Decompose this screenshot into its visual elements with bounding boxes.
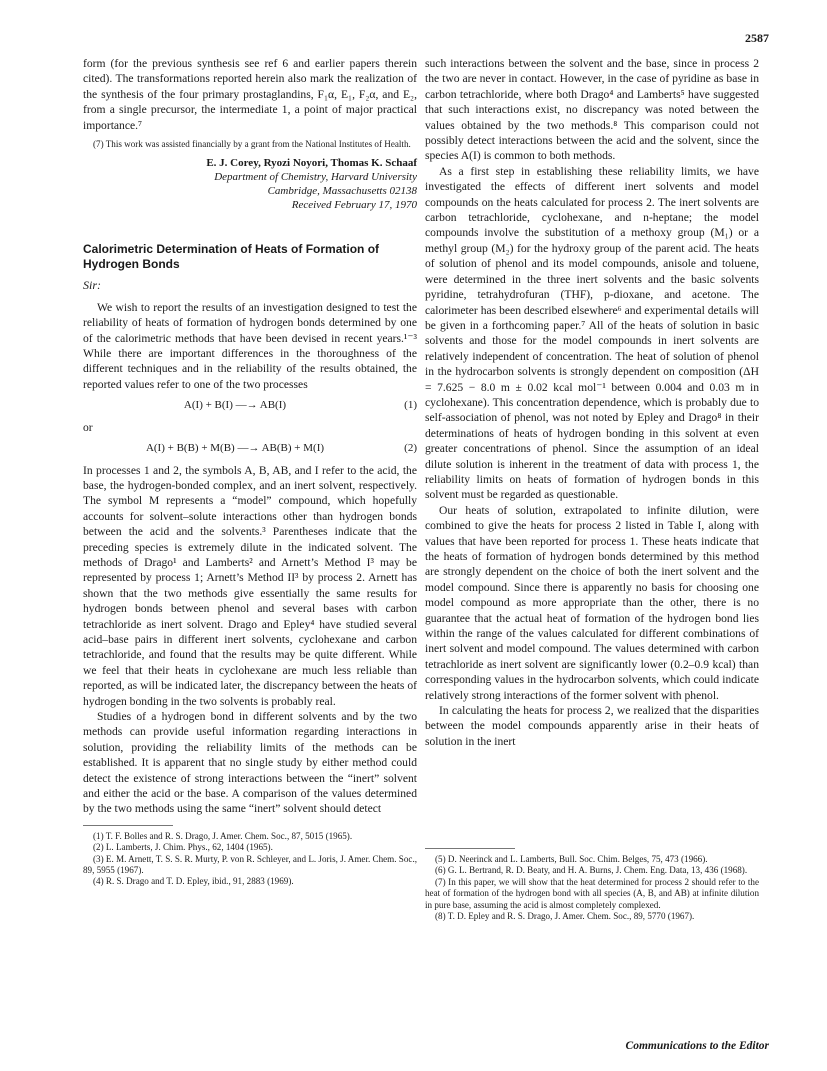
- footnote-7-prev: (7) This work was assisted financially by a grant from the National Institutes of Health.: [93, 139, 411, 150]
- byline: [83, 156, 417, 212]
- body-paragraph-2: In processes 1 and 2, the symbols A, B, AB, and I refer to the acid, the base, the hydrogen-bonded complex, and an inert solvent, respectively. The symbol M represents a “model” compound, which hopefully accounts for solvent–solute interactions other than hydrogen bonds between the acid and the solvents.³ Parentheses indicate that the preceding species is extremely dilute in the indicated solvent. The methods of Drago¹ and Lamberts² and Arnett’s Method I³ may be represented by process 1; Arnett’s Method II³ by process 2. Arnett has shown that the two methods give essentially the same results for hydrogen bonds between phenol and several bases with carbon tetrachloride as inert solvent. Drago and Epley⁴ have studied several acid–base pairs in different inert solvents, cyclohexane and carbon tetrachloride, and found that the results may be quite different. While we feel that their heats in cyclohexane are much less reliable than reported, as will be indicated later, the discrepancy between the heats of hydrogen bonding in the two solvents is probably real.: [83, 463, 417, 708]
- salutation: Sir:: [83, 278, 101, 293]
- body-paragraph-5: As a first step in establishing these reliability limits, we have investigated the effects of different inert solvents and model compounds on the heats calculated for process 2. The inert solvents are carbon tetrachloride, cyclohexane, and n-heptane; the model compounds involve the substitution of a methoxy group (M₁) or a methyl group (M₂) for the hydroxy group of the parent acid. The heats of solution of phenol and its model compounds, anisole and toluene, were determined in the three inert solvents and the basic solvents pyridine, tetrahydrofuran (THF), p-dioxane, and acetone. The calorimeter has been described elsewhere⁶ and experimental details will be given in a forthcoming paper.⁷ All of the heats of solution in basic solvents and those for the model compounds in inert solvents are relatively independent of concentration. The heat of solution of phenol in the hydrocarbon solvents is strongly dependent on composition (ΔH = 7.625 − 8.0 m ± 0.02 kcal mol⁻¹ between 0.004 and 0.03 m in cyclohexane). This concentration dependence, which is probably due to self-association of phenol, was not noted by Epley and Drago⁸ in their determinations of heats of hydrogen bonding in this solvent at even greater concentrations of phenol. Since the assumption of an ideal dilute solution is inherent in the treatment of data with process 1, the reliability limits on heats of formation of hydrogen bonds in this solvent must be regarded as questionable.: [425, 164, 759, 502]
- footnote-1: (1) T. F. Bolles and R. S. Drago, J. Amer. Chem. Soc., 87, 5015 (1965).: [93, 830, 353, 841]
- right-column: [425, 56, 759, 749]
- body-paragraph-6: Our heats of solution, extrapolated to infinite dilution, were combined to give the heats for process 2 listed in Table I, along with values that have been reported for process 1. These heats indicate that the heats of formation of hydrogen bonds determined by this method are strongly dependent on the choice of both the inert solvent and the model compound. Since there is apparently no basis for choosing one model compound as more appropriate than the other, there is no guarantee that the actual heat of formation of the hydrogen bond lies within the range of the values calculated for different combinations of inert solvent and model compound. The values determined with carbon tetrachloride as inert solvent are significantly lower (0.2–0.9 kcal) than corresponding values in the hydrocarbon solvents, which could indicate relatively strong interactions of the former solvent with phenol.: [425, 503, 759, 702]
- received-date: Received February 17, 1970: [291, 199, 417, 212]
- footnote-rule: [83, 825, 173, 826]
- affiliation-line-1: Department of Chemistry, Harvard University: [214, 171, 417, 184]
- left-column: [83, 56, 417, 888]
- footnote-4: (4) R. S. Drago and T. D. Epley, ibid., 91, 2883 (1969).: [93, 876, 294, 887]
- page-number: 2587: [745, 31, 769, 45]
- equation-1-number: (1): [404, 399, 417, 412]
- affiliation-line-2: Cambridge, Massachusetts 02138: [267, 185, 417, 198]
- or-text: or: [83, 420, 93, 434]
- body-paragraph-1: We wish to report the results of an investigation designed to test the reliability of heats of formation of hydrogen bonds determined by one of the calorimetric methods that have been devised in recent years.¹⁻³ While there are important differences in the thoroughness of the different techniques and in the reliability of the results obtained, the reported values refer to one of the two processes: [83, 300, 417, 391]
- equation-1: [83, 398, 417, 413]
- body-paragraph-3: Studies of a hydrogen bond in different solvents and by the two methods can provide useful information regarding interactions in solution, providing the reliability limits of the methods can be established. It is apparent that no single study by either method could detect the existence of strong interactions between the “inert” solvent and either the acid or the base. A comparison of the values determined by the two methods using the same “inert” solvent should detect: [83, 710, 417, 816]
- footer-journal-section: Communications to the Editor: [625, 1040, 769, 1052]
- equation-2: [83, 441, 417, 456]
- body-paragraph-4: such interactions between the solvent and the base, since in process 2 the two are never in contact. However, in the case of pyridine as base in carbon tetrachloride, where both Drago⁴ and Lamberts⁵ have suggested that such interactions exist, no discrepancy was noted between the values obtained by the two methods.⁸ This comparison could not possibly detect interactions between the acid and the solvent, since the species A(I) is common to both methods.: [425, 57, 759, 163]
- equation-1-formula: A(I) + B(I) —→ AB(I): [183, 399, 287, 412]
- footnote-8: (8) T. D. Epley and R. S. Drago, J. Amer. Chem. Soc., 89, 5770 (1967).: [435, 911, 695, 922]
- footnote-5: (5) D. Neerinck and L. Lamberts, Bull. Soc. Chim. Belges, 75, 473 (1966).: [435, 854, 708, 864]
- right-footnotes: [425, 840, 759, 922]
- footnote-7: (7) In this paper, we will show that the heat determined for process 2 should refer to the heat of formation of the hydrogen bond with all species (A, B, and AB) at infinite dilution in pure base, assuming the acid is almost completely complexed.: [425, 876, 759, 910]
- footnote-2: (2) L. Lamberts, J. Chim. Phys., 62, 1404 (1965).: [93, 842, 273, 853]
- article-title: Calorimetric Determination of Heats of Formation of Hydrogen Bonds: [83, 242, 380, 272]
- intro-paragraph: form (for the previous synthesis see ref 6 and earlier papers therein cited). The transformations reported herein also mark the realization of the synthesis of the four primary prostaglandins, F₁α, E₁, F₂α, and E₂, from a single precursor, the intermediate 1, a point of major practical importance.⁷: [83, 57, 417, 132]
- authors: E. J. Corey, Ryozi Noyori, Thomas K. Schaaf: [206, 157, 417, 170]
- footnote-3: (3) E. M. Arnett, T. S. S. R. Murty, P. von R. Schleyer, and L. Joris, J. Amer. Chem. Soc., 89, 5955 (1967).: [83, 853, 417, 876]
- footnote-6: (6) G. L. Bertrand, R. D. Beaty, and H. A. Burns, J. Chem. Eng. Data, 13, 436 (1968).: [435, 865, 748, 876]
- equation-2-number: (2): [404, 442, 417, 455]
- body-paragraph-7: In calculating the heats for process 2, we realized that the disparities between the model compounds apparently arise in their heats of solution in the inert: [425, 704, 759, 748]
- equation-2-formula: A(I) + B(B) + M(B) —→ AB(B) + M(I): [145, 442, 325, 455]
- footnote-rule-right: [425, 848, 515, 849]
